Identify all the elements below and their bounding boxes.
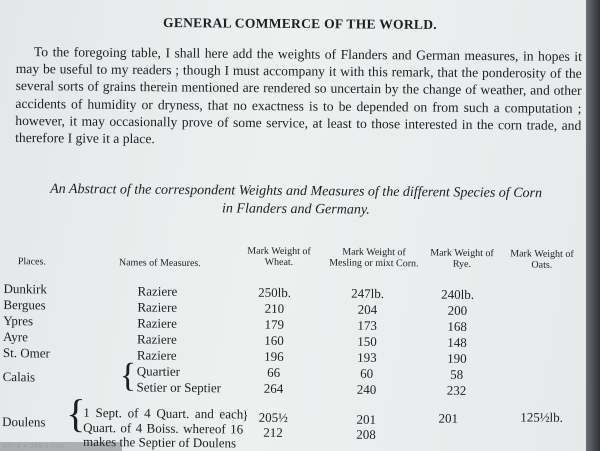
row-place: Ayre: [3, 329, 28, 345]
doulens-place: Doulens: [2, 414, 46, 430]
header-oats: Mark Weight of Oats.: [510, 248, 574, 271]
doulens-wheat: 212: [263, 424, 283, 440]
header-mesling: Mark Weight of Mesling or mixt Corn.: [329, 246, 419, 270]
calais-place: Calais: [2, 369, 36, 385]
row-place: Dunkirk: [3, 281, 48, 297]
row-place: St. Omer: [2, 345, 50, 361]
doulens-brace: {: [66, 390, 86, 436]
calais-measure: Quartier: [136, 363, 181, 379]
row-wheat: 160: [264, 332, 284, 348]
table-caption-line-2: in Flanders and Germany.: [221, 201, 370, 218]
header-measures: Names of Measures.: [118, 257, 201, 270]
row-mesling: 150: [357, 333, 377, 349]
row-mesling: 247lb.: [351, 285, 385, 302]
row-wheat: 179: [264, 316, 285, 332]
calais-measure: Setier or Septier: [136, 379, 222, 396]
row-place: Ypres: [3, 313, 34, 329]
row-wheat: 250lb.: [258, 284, 292, 301]
doulens-description: 1 Sept. of 4 Quart. and each Quart. of 4 Boiss. whereof 16 makes the Septier of Doulens: [82, 404, 244, 451]
header-places: Places.: [17, 256, 46, 268]
row-measure: Raziere: [136, 347, 177, 363]
doulens-rye: 201: [438, 410, 459, 426]
calais-brace: {: [119, 357, 137, 395]
calais-rye: 232: [446, 382, 467, 398]
row-mesling: 204: [357, 301, 378, 317]
row-rye: 200: [447, 302, 468, 318]
doulens-wheat: 205½: [258, 409, 288, 426]
row-mesling: 193: [357, 349, 377, 365]
row-wheat: 196: [264, 348, 284, 364]
calais-wheat: 264: [263, 380, 284, 396]
calais-wheat: 66: [267, 364, 281, 380]
row-measure: Raziere: [137, 283, 178, 299]
intro-paragraph: To the foregoing table, I shall here add the weights of Flanders and German measures, in hopes it may be useful to my readers ; though I must accompany it with this remark, that the ponderosity of the several sorts of grains therein mentioned are rendered so uncertain by the change of weather, and other accidents of humidity or dryness, that no exactness is to be depended on from such a computation ; however, it may occasionally prove of some service, at least to those interested in the corn trade, and therefore I give it a place.: [15, 44, 582, 147]
calais-mesling: 240: [356, 381, 377, 397]
row-wheat: 210: [264, 300, 285, 316]
row-rye: 168: [447, 318, 468, 334]
header-rye: Mark Weight of Rye.: [430, 247, 494, 270]
viewer-status-bar: 207.4 × 268.5 mm: [0, 442, 122, 451]
row-measure: Raziere: [137, 299, 178, 315]
row-place: Bergues: [3, 297, 46, 313]
doulens-mesling: 208: [356, 426, 376, 442]
calais-mesling: 60: [360, 365, 374, 381]
monitor-bezel: [586, 0, 600, 451]
row-rye: 190: [447, 350, 467, 366]
row-rye: 240lb.: [441, 286, 475, 302]
page-heading: GENERAL COMMERCE OF THE WORLD.: [163, 15, 438, 32]
row-rye: 148: [447, 334, 467, 350]
doulens-mesling: 201: [356, 411, 377, 427]
table-caption-line-1: An Abstract of the correspondent Weights and Measures of the different Species of Corn: [50, 181, 543, 202]
row-measure: Raziere: [137, 315, 178, 331]
row-measure: Raziere: [136, 331, 177, 347]
doulens-right-brace: }: [242, 407, 249, 423]
calais-rye: 58: [450, 366, 464, 382]
row-mesling: 173: [357, 317, 378, 333]
doulens-oats: 125½lb.: [520, 409, 563, 425]
header-wheat: Mark Weight of Wheat.: [247, 245, 311, 269]
